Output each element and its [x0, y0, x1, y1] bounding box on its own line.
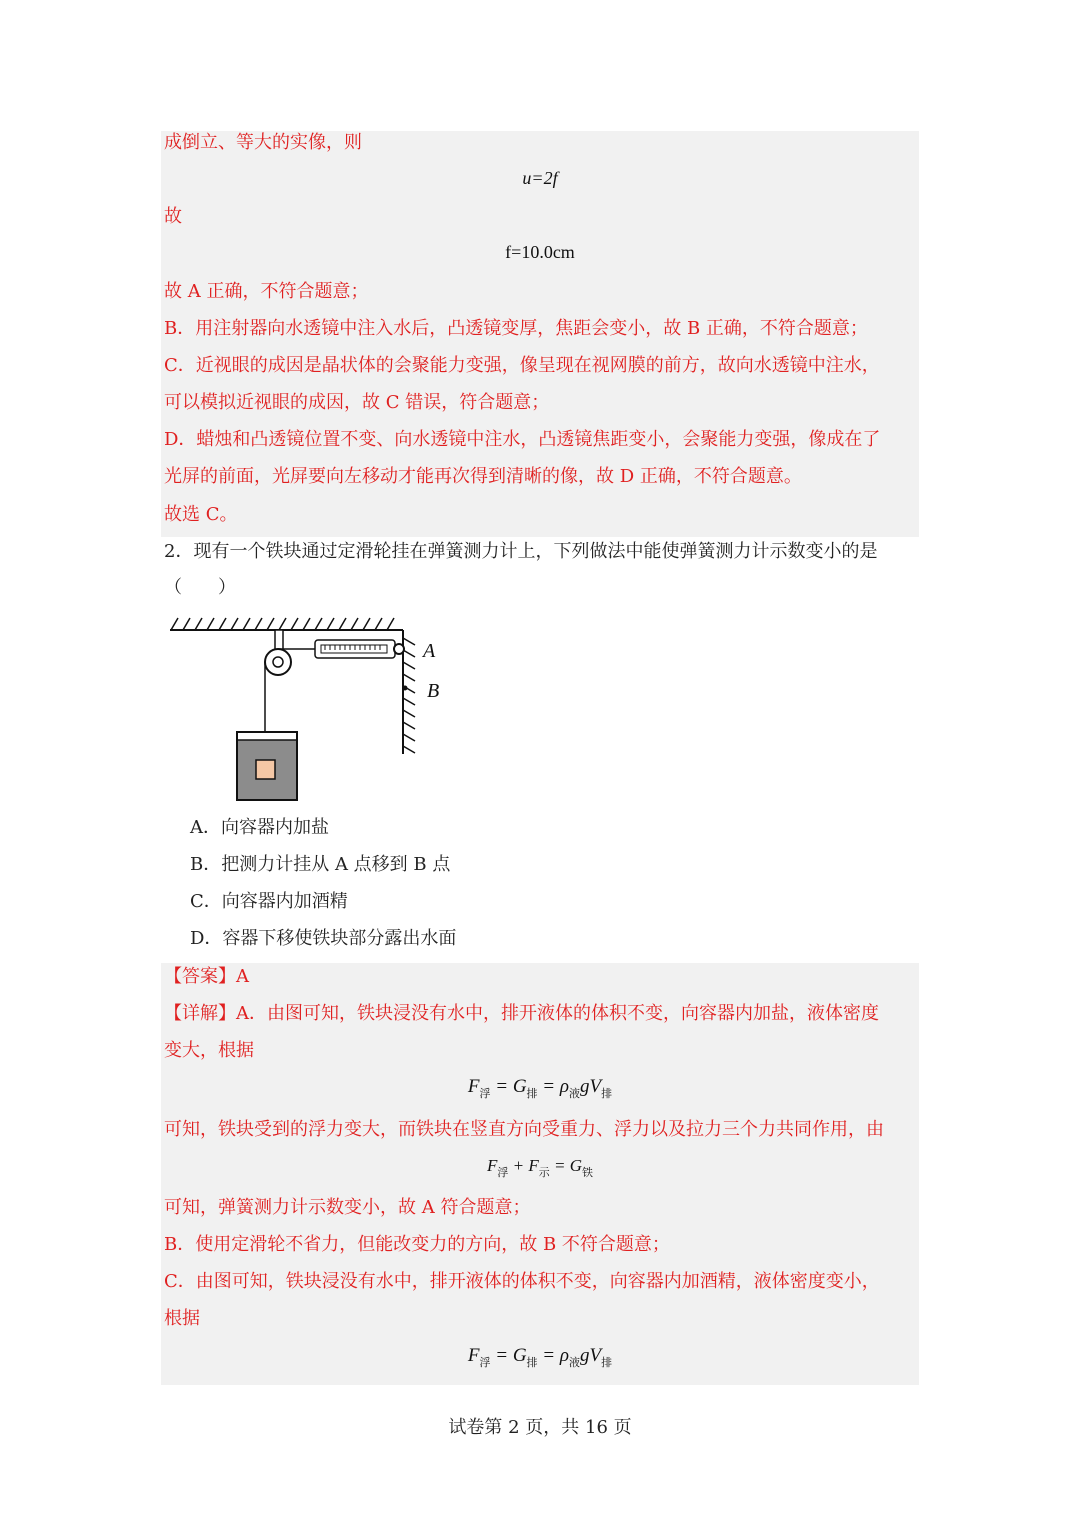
question-stem: 2．现有一个铁块通过定滑轮挂在弹簧测力计上，下列做法中能使弹簧测力计示数变小的是	[164, 541, 878, 562]
formula-part: = G	[490, 1076, 527, 1097]
solution-line: 光屏的前面，光屏要向左移动才能再次得到清晰的像，故 D 正确，不符合题意。	[164, 466, 802, 487]
option-b: B．把测力计挂从 A 点移到 B 点	[190, 854, 451, 875]
formula-buoyancy-1	[161, 1076, 919, 1101]
detail-line: B．使用定滑轮不省力，但能改变力的方向，故 B 不符合题意；	[164, 1234, 670, 1255]
formula-text: u=2f	[522, 168, 558, 188]
formula-sub: 浮	[497, 1167, 509, 1179]
formula-sub: 液	[569, 1088, 580, 1100]
formula-part: gV	[580, 1345, 602, 1366]
formula-u-2f	[161, 168, 919, 189]
formula-part: = ρ	[537, 1345, 569, 1366]
formula-sub: 示	[538, 1167, 550, 1179]
solution-line: C．近视眼的成因是晶状体的会聚能力变强，像呈现在视网膜的前方，故向水透镜中注水，	[164, 355, 880, 376]
solution-line: D．蜡烛和凸透镜位置不变、向水透镜中注水，凸透镜焦距变小，会聚能力变强，像成在了	[164, 429, 881, 450]
question-blank: （ ）	[164, 577, 236, 598]
formula-sub: 排	[601, 1088, 613, 1100]
option-d: D．容器下移使铁块部分露出水面	[190, 928, 457, 949]
solution-line: 成倒立、等大的实像，则	[164, 132, 362, 153]
formula-part: F	[467, 1076, 480, 1097]
pulley-spring-scale-figure	[165, 612, 465, 807]
option-c: C．向容器内加酒精	[190, 891, 348, 912]
page-footer: 试卷第 2 页，共 16 页	[448, 1417, 632, 1438]
formula-part: F	[487, 1156, 498, 1175]
formula-buoyancy-2	[161, 1345, 919, 1370]
formula-part: + F	[508, 1156, 539, 1175]
formula-sub: 浮	[479, 1357, 491, 1369]
detail-line: 变大，根据	[164, 1040, 254, 1061]
answer-line: 【答案】A	[164, 966, 249, 987]
solution-line: 故	[164, 206, 182, 227]
formula-part: = G	[490, 1345, 527, 1366]
formula-sub: 铁	[582, 1167, 593, 1179]
formula-part: = G	[549, 1156, 582, 1175]
detail-line: 根据	[164, 1308, 200, 1329]
formula-text: f=10.0cm	[505, 242, 575, 262]
solution-line: 故 A 正确，不符合题意；	[164, 281, 369, 302]
formula-part: = ρ	[537, 1076, 569, 1097]
solution-line: 故选 C。	[164, 504, 238, 525]
detail-line: 可知，弹簧测力计示数变小，故 A 符合题意；	[164, 1197, 531, 1218]
solution-line: B．用注射器向水透镜中注入水后，凸透镜变厚，焦距会变小，故 B 正确，不符合题意；	[164, 318, 868, 339]
detail-line: 可知，铁块受到的浮力变大，而铁块在竖直方向受重力、浮力以及拉力三个力共同作用，由	[164, 1119, 884, 1140]
formula-sub: 排	[526, 1357, 538, 1369]
formula-sub: 浮	[479, 1088, 491, 1100]
option-a: A．向容器内加盐	[190, 817, 329, 838]
point-a-label: A	[423, 640, 436, 662]
detail-line: 【详解】A．由图可知，铁块浸没有水中，排开液体的体积不变，向容器内加盐，液体密度	[164, 1003, 879, 1024]
formula-f-value	[161, 242, 919, 263]
formula-part: F	[467, 1345, 480, 1366]
formula-sub: 液	[569, 1357, 580, 1369]
detail-line: C．由图可知，铁块浸没有水中，排开液体的体积不变，向容器内加酒精，液体密度变小，	[164, 1271, 880, 1292]
formula-sub: 排	[526, 1088, 538, 1100]
point-b-label: B	[427, 680, 440, 702]
formula-force-balance	[161, 1156, 919, 1180]
solution-line: 可以模拟近视眼的成因，故 C 错误，符合题意；	[164, 392, 550, 413]
formula-part: gV	[580, 1076, 602, 1097]
formula-sub: 排	[601, 1357, 613, 1369]
